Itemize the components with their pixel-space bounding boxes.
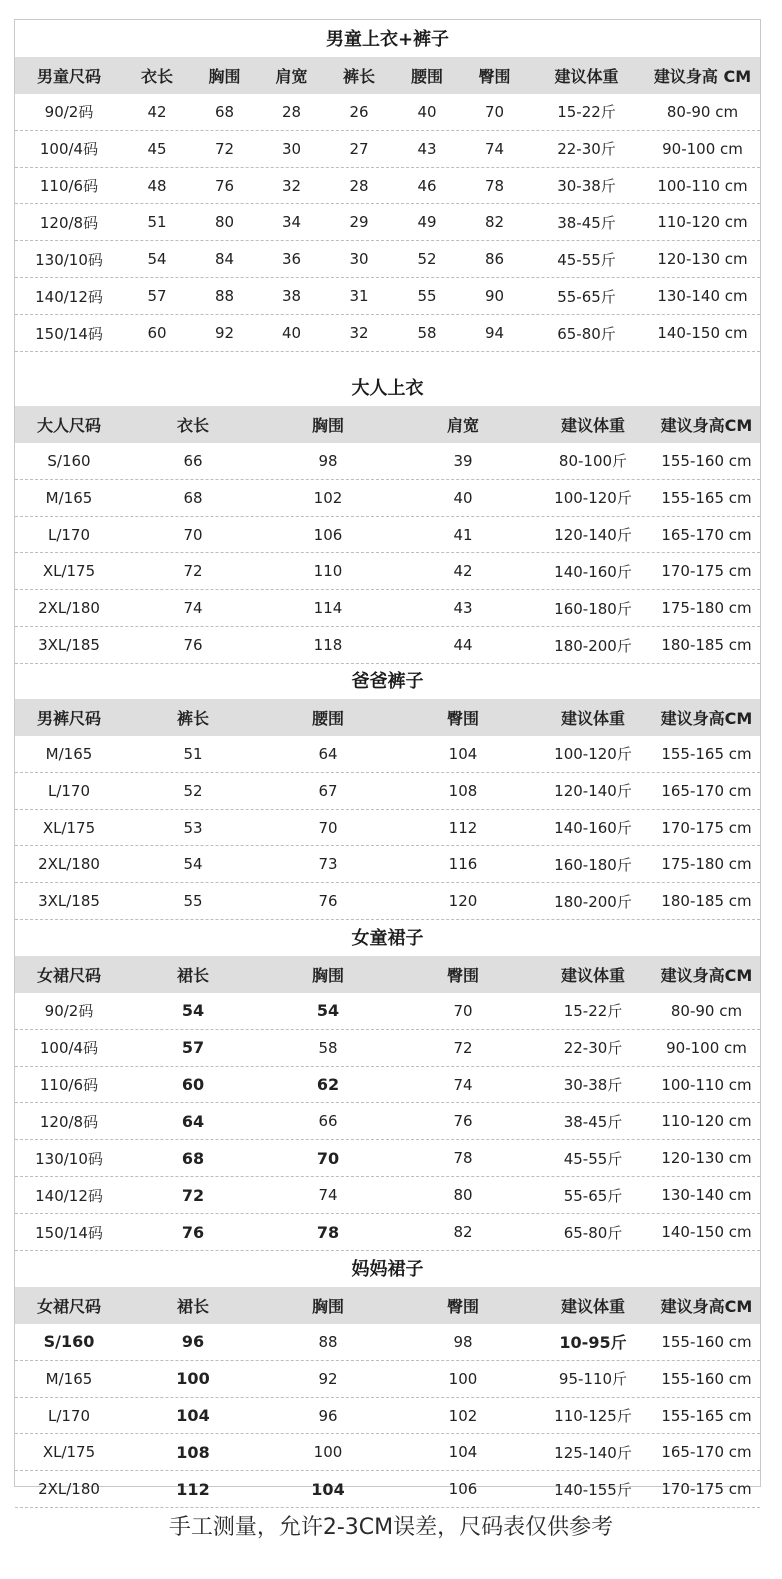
- table-cell: 52: [183, 781, 203, 800]
- table-cell: 15-22斤: [557, 103, 616, 122]
- column-header: 腰围: [311, 708, 344, 728]
- table-cell: L/170: [47, 525, 91, 544]
- table-cell: 120-130 cm: [657, 250, 748, 269]
- table-cell: 100-110 cm: [661, 1075, 752, 1094]
- table-cell: 40: [281, 324, 302, 343]
- table-cell: 98: [318, 451, 338, 470]
- column-header: 裙长: [176, 965, 209, 985]
- column-header: 男裤尺码: [36, 708, 101, 728]
- table-cell: 130-140 cm: [661, 1186, 752, 1205]
- table-header-row: [15, 699, 760, 736]
- column-header: 肩宽: [275, 66, 308, 86]
- table-cell: 52: [417, 250, 437, 269]
- table-cell: 22-30斤: [563, 1039, 623, 1058]
- table-cell: 155-165 cm: [661, 488, 752, 507]
- table-cell: 140/12码: [35, 287, 103, 306]
- table-row: [15, 131, 760, 168]
- table-cell: M/165: [45, 1369, 93, 1388]
- table-header-row: [15, 956, 760, 993]
- table-cell: 106: [448, 1480, 478, 1499]
- table-cell: 112: [176, 1479, 210, 1499]
- column-header: 建议体重: [560, 1296, 625, 1316]
- table-cell: 74: [484, 139, 505, 158]
- table-cell: 80-100斤: [558, 452, 628, 471]
- table-cell: 70: [316, 1148, 340, 1168]
- table-cell: 100-110 cm: [657, 176, 748, 195]
- table-cell: 94: [484, 324, 505, 343]
- table-cell: 36: [281, 250, 302, 269]
- table-cell: 58: [318, 1038, 338, 1057]
- table-cell: 66: [183, 451, 203, 470]
- column-header: 建议身高CM: [660, 415, 753, 435]
- table-cell: 66: [318, 1112, 338, 1131]
- table-cell: 80-90 cm: [670, 1001, 743, 1020]
- table-cell: 54: [147, 250, 167, 269]
- table-cell: 44: [453, 636, 473, 655]
- column-header: 建议体重: [560, 708, 625, 728]
- table-cell: 40: [453, 488, 473, 507]
- table-header-row: [15, 1287, 760, 1324]
- section-title: 女童裙子: [351, 928, 424, 950]
- table-row: [15, 168, 760, 205]
- table-cell: 80: [214, 213, 235, 232]
- column-header: 胸围: [311, 415, 344, 435]
- table-cell: 55: [417, 287, 437, 306]
- table-cell: 80: [453, 1186, 473, 1205]
- table-cell: 104: [311, 1479, 345, 1499]
- table-cell: 26: [349, 102, 369, 121]
- table-cell: 110: [313, 562, 343, 581]
- table-cell: 86: [484, 250, 505, 269]
- table-cell: 120-140斤: [554, 782, 632, 801]
- table-row: [15, 627, 760, 664]
- section-title: 男童上衣+裤子: [325, 29, 450, 51]
- table-cell: 55-65斤: [563, 1186, 623, 1205]
- column-header: 建议身高CM: [660, 965, 753, 985]
- table-cell: 62: [316, 1075, 340, 1095]
- column-header: 建议身高CM: [660, 708, 753, 728]
- table-cell: 160-180斤: [554, 599, 632, 618]
- table-cell: 170-175 cm: [661, 562, 752, 581]
- column-header: 胸围: [208, 66, 241, 86]
- table-cell: 48: [147, 176, 167, 195]
- table-cell: 95-110斤: [558, 1370, 628, 1389]
- section-title: 大人上衣: [351, 378, 424, 400]
- table-cell: 3XL/185: [38, 892, 100, 911]
- column-header: 裤长: [342, 66, 375, 86]
- table-cell: 64: [181, 1111, 205, 1131]
- table-cell: XL/175: [42, 562, 96, 581]
- table-cell: 29: [349, 213, 369, 232]
- table-cell: 108: [176, 1442, 210, 1462]
- table-cell: 60: [147, 324, 167, 343]
- column-header: 腰围: [410, 66, 443, 86]
- table-cell: 70: [484, 102, 505, 121]
- table-cell: 10-95斤: [559, 1333, 627, 1353]
- table-cell: 76: [181, 1222, 205, 1242]
- table-cell: 28: [281, 102, 302, 121]
- table-cell: 38-45斤: [557, 213, 616, 232]
- table-cell: 106: [313, 525, 343, 544]
- table-cell: L/170: [47, 781, 91, 800]
- table-cell: 43: [417, 139, 437, 158]
- table-cell: 170-175 cm: [661, 818, 752, 837]
- table-cell: 120-140斤: [554, 526, 632, 545]
- table-cell: 45-55斤: [557, 250, 616, 269]
- table-cell: 100-120斤: [554, 489, 632, 508]
- table-cell: 38: [281, 287, 302, 306]
- table-cell: 104: [176, 1406, 210, 1426]
- table-cell: 54: [183, 855, 203, 874]
- table-cell: 54: [316, 1001, 340, 1021]
- table-cell: 130-140 cm: [657, 287, 748, 306]
- table-cell: 76: [318, 892, 338, 911]
- table-cell: 72: [183, 562, 203, 581]
- table-row: [15, 847, 760, 884]
- table-cell: 22-30斤: [557, 140, 616, 159]
- table-cell: 76: [214, 176, 235, 195]
- table-cell: 74: [453, 1075, 473, 1094]
- column-header: 裤长: [176, 708, 209, 728]
- table-cell: 175-180 cm: [661, 599, 752, 618]
- table-cell: 73: [318, 855, 338, 874]
- table-cell: 120/8码: [39, 213, 99, 232]
- table-cell: 30-38斤: [563, 1076, 623, 1095]
- table-cell: 45-55斤: [563, 1149, 623, 1168]
- column-header: 胸围: [311, 965, 344, 985]
- table-header-row: [15, 406, 760, 443]
- table-cell: 78: [316, 1222, 340, 1242]
- table-cell: 180-200斤: [554, 892, 632, 911]
- table-cell: 155-160 cm: [661, 451, 752, 470]
- table-cell: 68: [214, 102, 235, 121]
- table-row: [15, 1030, 760, 1067]
- table-row: [15, 205, 760, 242]
- table-cell: 57: [147, 287, 167, 306]
- column-header: 臀围: [478, 66, 511, 86]
- table-cell: 180-185 cm: [661, 636, 752, 655]
- table-cell: 88: [214, 287, 235, 306]
- table-cell: 68: [181, 1148, 205, 1168]
- table-row: [15, 810, 760, 847]
- table-cell: 165-170 cm: [661, 1443, 752, 1462]
- table-row: [15, 736, 760, 773]
- table-cell: 70: [183, 525, 203, 544]
- table-cell: 40: [417, 102, 437, 121]
- table-cell: 96: [318, 1406, 338, 1425]
- table-cell: 130/10码: [35, 250, 103, 269]
- table-row: [15, 1435, 760, 1472]
- table-cell: 100: [176, 1369, 210, 1389]
- table-row: [15, 1471, 760, 1508]
- table-cell: 96: [181, 1332, 205, 1352]
- table-cell: 100-120斤: [554, 745, 632, 764]
- table-cell: 100: [313, 1443, 343, 1462]
- table-cell: 53: [183, 818, 203, 837]
- table-cell: 110-125斤: [554, 1407, 632, 1426]
- column-header: 衣长: [140, 66, 173, 86]
- table-cell: 102: [448, 1406, 478, 1425]
- table-cell: M/165: [45, 488, 93, 507]
- table-cell: 150/14码: [35, 324, 103, 343]
- table-cell: 2XL/180: [38, 855, 100, 874]
- table-cell: 165-170 cm: [661, 781, 752, 800]
- table-row: [15, 590, 760, 627]
- column-header: 臀围: [446, 708, 479, 728]
- table-cell: 76: [453, 1112, 473, 1131]
- table-cell: 2XL/180: [38, 599, 100, 618]
- table-cell: 74: [318, 1186, 338, 1205]
- column-header: 建议体重: [560, 965, 625, 985]
- table-cell: XL/175: [42, 818, 96, 837]
- table-cell: 125-140斤: [554, 1443, 632, 1462]
- column-header: 肩宽: [446, 415, 479, 435]
- table-cell: S/160: [47, 451, 91, 470]
- table-cell: 114: [313, 599, 343, 618]
- table-cell: 92: [214, 324, 235, 343]
- column-header: 建议体重: [554, 66, 619, 86]
- table-cell: 30-38斤: [557, 177, 616, 196]
- column-header: 女裙尺码: [36, 1296, 101, 1316]
- table-row: [15, 993, 760, 1030]
- table-cell: 42: [453, 562, 473, 581]
- section-title: 妈妈裙子: [351, 1259, 424, 1281]
- table-cell: 112: [448, 818, 478, 837]
- column-header: 裙长: [176, 1296, 209, 1316]
- table-cell: 32: [281, 176, 302, 195]
- table-cell: 68: [183, 488, 203, 507]
- table-cell: 78: [484, 176, 505, 195]
- table-row: [15, 1140, 760, 1177]
- column-header: 衣长: [176, 415, 209, 435]
- table-cell: XL/175: [42, 1443, 96, 1462]
- table-cell: 15-22斤: [563, 1002, 623, 1021]
- table-row: [15, 1067, 760, 1104]
- table-cell: 3XL/185: [38, 636, 100, 655]
- section-title: 爸爸裤子: [351, 671, 424, 693]
- table-cell: 43: [453, 599, 473, 618]
- table-cell: 72: [181, 1185, 205, 1205]
- table-cell: 120-130 cm: [661, 1149, 752, 1168]
- table-cell: 2XL/180: [38, 1480, 100, 1499]
- table-cell: 31: [349, 287, 369, 306]
- table-cell: 55-65斤: [557, 287, 616, 306]
- table-cell: 82: [453, 1223, 473, 1242]
- table-cell: 130/10码: [35, 1149, 103, 1168]
- table-cell: 180-200斤: [554, 636, 632, 655]
- table-cell: 155-160 cm: [661, 1332, 752, 1351]
- table-cell: 41: [453, 525, 473, 544]
- size-chart: [14, 19, 761, 1499]
- table-cell: 110-120 cm: [657, 213, 748, 232]
- column-header: 胸围: [311, 1296, 344, 1316]
- table-row: [15, 241, 760, 278]
- table-row: [15, 443, 760, 480]
- table-cell: 78: [453, 1149, 473, 1168]
- column-header: 大人尺码: [36, 415, 101, 435]
- table-cell: 98: [453, 1332, 473, 1351]
- table-cell: 60: [181, 1075, 205, 1095]
- table-cell: 100/4码: [39, 1039, 99, 1058]
- table-cell: 34: [281, 213, 302, 232]
- table-cell: 150/14码: [35, 1223, 103, 1242]
- table-cell: 84: [214, 250, 235, 269]
- table-cell: 140-150 cm: [661, 1223, 752, 1242]
- table-cell: 70: [318, 818, 338, 837]
- table-cell: 51: [147, 213, 167, 232]
- table-row: [15, 883, 760, 920]
- table-cell: 140-160斤: [554, 819, 632, 838]
- table-header-row: [15, 57, 760, 94]
- column-header: 臀围: [446, 1296, 479, 1316]
- table-cell: 65-80斤: [563, 1223, 623, 1242]
- table-row: [15, 94, 760, 131]
- table-cell: 55: [183, 892, 203, 911]
- table-cell: 92: [318, 1369, 338, 1388]
- table-cell: 74: [183, 599, 203, 618]
- table-row: [15, 1324, 760, 1361]
- table-cell: 100/4码: [39, 140, 99, 159]
- table-cell: 42: [147, 102, 167, 121]
- table-cell: S/160: [43, 1332, 95, 1352]
- table-cell: 70: [453, 1001, 473, 1020]
- table-cell: 100: [448, 1369, 478, 1388]
- table-cell: 90-100 cm: [662, 139, 743, 158]
- table-cell: 39: [453, 451, 473, 470]
- table-cell: 46: [417, 176, 437, 195]
- table-row: [15, 773, 760, 810]
- table-cell: 108: [448, 781, 478, 800]
- table-cell: 72: [214, 139, 235, 158]
- table-cell: 76: [183, 636, 203, 655]
- table-cell: 104: [448, 744, 478, 763]
- table-cell: 104: [448, 1443, 478, 1462]
- table-cell: 110/6码: [39, 177, 99, 196]
- table-cell: 80-90 cm: [666, 102, 739, 121]
- table-cell: 180-185 cm: [661, 892, 752, 911]
- table-cell: 120/8码: [39, 1112, 99, 1131]
- table-cell: 28: [349, 176, 369, 195]
- column-header: 男童尺码: [36, 66, 101, 86]
- table-cell: 32: [349, 324, 369, 343]
- table-cell: 90: [484, 287, 505, 306]
- table-row: [15, 517, 760, 554]
- table-row: [15, 315, 760, 352]
- table-row: [15, 1398, 760, 1435]
- table-row: [15, 1361, 760, 1398]
- table-cell: 140-155斤: [554, 1480, 632, 1499]
- table-cell: 90-100 cm: [666, 1038, 747, 1057]
- table-cell: 140-160斤: [554, 562, 632, 581]
- column-header: 女裙尺码: [36, 965, 101, 985]
- table-row: [15, 1177, 760, 1214]
- table-cell: 30: [281, 139, 302, 158]
- table-row: [15, 480, 760, 517]
- table-cell: 64: [318, 744, 338, 763]
- table-cell: 58: [417, 324, 437, 343]
- table-cell: 45: [147, 139, 167, 158]
- table-cell: 72: [453, 1038, 473, 1057]
- table-cell: 140/12码: [35, 1186, 103, 1205]
- table-cell: 140-150 cm: [657, 324, 748, 343]
- table-row: [15, 554, 760, 591]
- column-header: 臀围: [446, 965, 479, 985]
- table-cell: 170-175 cm: [661, 1480, 752, 1499]
- table-cell: 90/2码: [44, 1002, 94, 1021]
- table-cell: 27: [349, 139, 369, 158]
- table-cell: 54: [181, 1001, 205, 1021]
- table-row: [15, 1214, 760, 1251]
- footer-note: 手工测量，允许2-3CM误差，尺码表仅供参考: [168, 1515, 614, 1540]
- table-row: [15, 1104, 760, 1141]
- table-cell: 116: [448, 855, 478, 874]
- table-cell: 67: [318, 781, 338, 800]
- table-cell: 175-180 cm: [661, 855, 752, 874]
- table-row: [15, 278, 760, 315]
- column-header: 建议身高CM: [660, 1296, 753, 1316]
- table-cell: 90/2码: [44, 103, 94, 122]
- table-cell: 102: [313, 488, 343, 507]
- table-cell: 88: [318, 1332, 338, 1351]
- table-cell: 155-165 cm: [661, 1406, 752, 1425]
- table-cell: 165-170 cm: [661, 525, 752, 544]
- table-cell: 57: [181, 1038, 205, 1058]
- column-header: 建议身高 CM: [653, 66, 752, 86]
- table-cell: 160-180斤: [554, 855, 632, 874]
- table-cell: 65-80斤: [557, 324, 616, 343]
- table-cell: 30: [349, 250, 369, 269]
- table-cell: 155-165 cm: [661, 744, 752, 763]
- table-cell: 82: [484, 213, 505, 232]
- table-cell: L/170: [47, 1406, 91, 1425]
- table-cell: 38-45斤: [563, 1112, 623, 1131]
- table-cell: 110-120 cm: [661, 1112, 752, 1131]
- table-cell: M/165: [45, 744, 93, 763]
- table-cell: 120: [448, 892, 478, 911]
- table-cell: 110/6码: [39, 1076, 99, 1095]
- table-cell: 155-160 cm: [661, 1369, 752, 1388]
- column-header: 建议体重: [560, 415, 625, 435]
- table-cell: 49: [417, 213, 437, 232]
- table-cell: 51: [183, 744, 203, 763]
- table-cell: 118: [313, 636, 343, 655]
